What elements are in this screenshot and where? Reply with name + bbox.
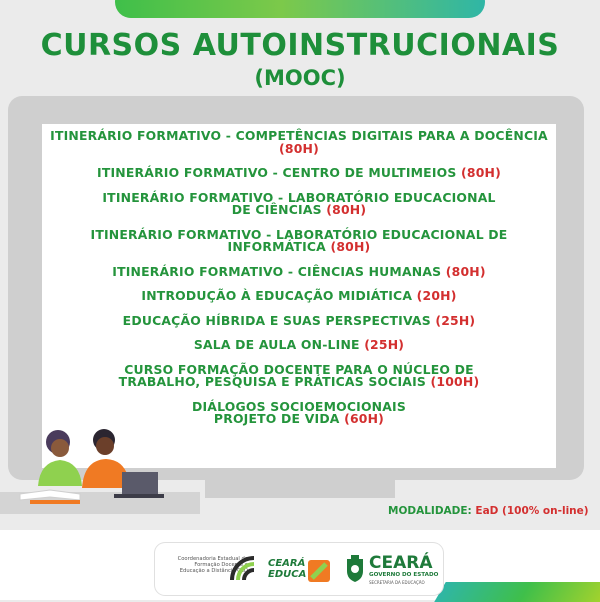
course-item (50, 290, 548, 303)
course-hours: (25H) (364, 337, 405, 352)
course-hours: (80H) (326, 202, 367, 217)
ceara-educa-line1: CEARÁ (268, 558, 306, 569)
course-title: SALA DE AULA ON-LINE (193, 337, 360, 352)
course-title: ITINERÁRIO FORMATIVO - LABORATÓRIO EDUCACIONAL DE CIÊNCIAS (102, 189, 496, 217)
girl-face (51, 439, 69, 457)
course-hours: (60H) (344, 411, 385, 426)
course-title: INTRODUÇÃO À EDUCAÇÃO MIDIÁTICA (141, 288, 413, 303)
course-title: ITINERÁRIO FORMATIVO - CIÊNCIAS HUMANAS (112, 263, 442, 279)
gov-title: CEARÁ (369, 553, 433, 573)
page-subtitle: (MOOC) (254, 66, 346, 90)
course-hours: (80H) (461, 165, 501, 180)
gov-subtitle: GOVERNO DO ESTADO (369, 572, 439, 578)
course-item (50, 398, 548, 426)
course-title: EDUCAÇÃO HÍBRIDA E SUAS PERSPECTIVAS (122, 312, 431, 328)
course-hours: (20H) (416, 288, 457, 303)
ced-logo-text: Coordenadoria Estadual de Formação Docente e Educação a Distância CED (177, 556, 248, 574)
course-item (50, 189, 548, 217)
laptop-base (114, 494, 164, 498)
course-item (50, 226, 548, 254)
course-item (50, 130, 548, 155)
modality-label: MODALIDADE: (388, 505, 472, 517)
course-hours: (100H) (430, 374, 480, 389)
girl-shirt (38, 460, 82, 486)
modality-value: EaD (100% on-line) (475, 505, 589, 517)
footer-gradient-stripe (434, 582, 600, 602)
course-title: ITINERÁRIO FORMATIVO - LABORATÓRIO EDUCACIONAL DE INFORMÁTICA (90, 226, 508, 254)
gov-secretaria: SECRETARIA DA EDUCAÇÃO (369, 580, 425, 585)
course-item (50, 312, 548, 328)
ceara-educa-line2: EDUCA (268, 569, 307, 580)
boy-face (96, 437, 114, 455)
ceara-coat-of-arms-icon (345, 555, 365, 583)
course-title: DIÁLOGOS SOCIOEMOCIONAIS PROJETO DE VIDA (192, 398, 406, 426)
course-item (50, 263, 548, 279)
course-title: ITINERÁRIO FORMATIVO - CENTRO DE MULTIMEIOS (97, 165, 457, 180)
educa-emblem-icon (308, 560, 330, 582)
course-item (50, 339, 548, 352)
ceara-educa-logo (268, 558, 332, 584)
course-hours: (80H) (445, 263, 486, 279)
course-hours: (25H) (435, 312, 476, 328)
open-book (20, 490, 80, 500)
course-title: CURSO FORMAÇÃO DOCENTE PARA O NÚCLEO DE TRABALHO, PESQUISA E PRÁTICAS SOCIAIS (118, 361, 474, 389)
course-hours: (80H) (279, 140, 319, 156)
page-title: CURSOS AUTOINSTRUCIONAIS (40, 28, 560, 63)
course-item (50, 361, 548, 389)
modality (388, 505, 589, 517)
course-hours: (80H) (330, 239, 371, 254)
monitor-stand (205, 480, 395, 498)
book-cover (30, 500, 80, 504)
governo-ceara-logo (345, 553, 440, 589)
ced-wifi-icon (230, 556, 258, 582)
students-illustration (10, 428, 170, 518)
course-list (50, 130, 548, 438)
top-decorative-bar (115, 0, 485, 18)
laptop-screen (122, 472, 158, 496)
course-title: ITINERÁRIO FORMATIVO - COMPETÊNCIAS DIGITAIS PARA A DOCÊNCIA (50, 128, 548, 143)
course-item (50, 167, 548, 180)
